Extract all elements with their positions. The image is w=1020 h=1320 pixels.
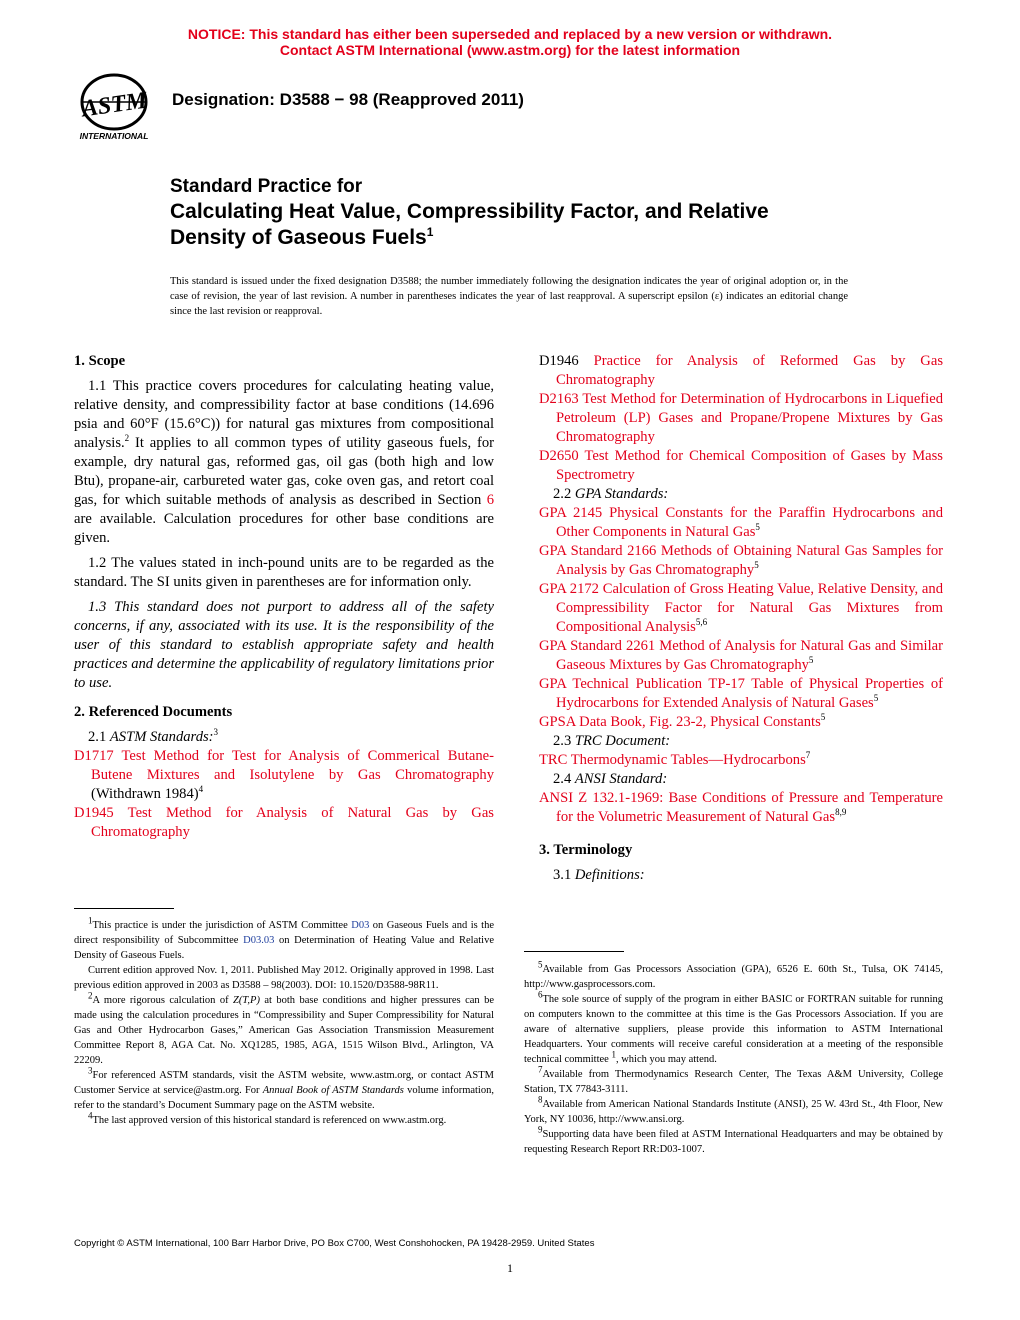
footnote-5 <box>524 959 943 992</box>
subsection-2-3 <box>539 732 943 751</box>
footnote-6-marker: 6 <box>538 989 543 1000</box>
footnote-6-ref-1[interactable]: 1 <box>611 1049 616 1060</box>
ref-ansi-title[interactable]: Base Conditions of Pressure and Temperature for the Volumetric Measurement of Natural Gas <box>556 790 943 825</box>
ref-d1946 <box>539 352 943 390</box>
subsection-2-4-num: 2.4 <box>553 771 575 787</box>
footnote-1 <box>74 915 494 963</box>
designation: Designation: D3588 − 98 (Reapproved 2011) <box>172 90 524 109</box>
footnote-rule-left <box>74 908 174 909</box>
ref-tp17-title[interactable]: Table of Physical Properties of Hydrocarbons for Extended Analysis of Natural Gases <box>556 676 944 711</box>
ref-d2163-title[interactable]: Test Method for Determination of Hydrocarbons in Liquefied Petroleum (LP) Gases and Propane/Propene Mixtures by Gas Chromatography <box>556 391 943 445</box>
footnote-7-marker: 7 <box>538 1064 543 1075</box>
astm-logo <box>72 72 162 144</box>
left-column <box>74 352 494 842</box>
footnote-ref-5[interactable]: 5 <box>873 693 879 704</box>
footnote-1-edition: Current edition approved Nov. 1, 2011. Published May 2012. Originally approved in 1998. Last previous edition approved in 2003 as D3588 – 98(2003). DOI: 10.1520/D3588-98R11. <box>74 965 494 991</box>
footnote-9 <box>524 1124 943 1157</box>
title-line-3-text: Density of Gaseous Fuels <box>170 226 427 249</box>
ref-d1946-title[interactable]: Practice for Analysis of Reformed Gas by Gas Chromatography <box>556 353 943 388</box>
title-line-1: Standard Practice for <box>170 176 363 197</box>
footnote-ref-4[interactable]: 4 <box>198 784 204 795</box>
footnote-5-text: Available from Gas Processors Association (GPA), 6526 E. 60th St., Tulsa, OK 74145, http://www.gasprocessors.com. <box>524 964 943 990</box>
notice-banner <box>0 26 1020 58</box>
ref-ansi <box>539 789 943 827</box>
ref-d2163 <box>539 390 943 447</box>
notice-line-2: Contact ASTM International (www.astm.org) for the latest information <box>279 42 741 58</box>
copyright: Copyright © ASTM International, 100 Barr Harbor Drive, PO Box C700, West Conshohocken, PA 19428-2959. United States <box>74 1238 595 1249</box>
section-1-heading: 1. Scope <box>74 353 126 369</box>
paragraph-1-1 <box>74 377 494 548</box>
ref-d1946-code[interactable]: D1946 <box>539 353 579 369</box>
footnote-ref-5-6[interactable]: 5,6 <box>695 617 708 628</box>
subsection-2-1-title: ASTM Standards: <box>109 729 214 745</box>
footnote-1-text-c: on Determination of Heating Value and Relative Density of Gaseous Fuels. <box>74 935 494 961</box>
subsection-2-3-num: 2.3 <box>553 733 575 749</box>
footnote-4-marker: 4 <box>88 1110 93 1121</box>
section-6-link[interactable]: 6 <box>486 492 494 508</box>
ref-d1945-title[interactable]: Test Method for Analysis of Natural Gas by Gas Chromatography <box>91 805 494 840</box>
ref-gpa2145-title[interactable]: Physical Constants for the Paraffin Hydrocarbons and Other Components in Natural Gas <box>556 505 943 540</box>
ref-tp17 <box>539 675 943 713</box>
right-column <box>539 352 943 885</box>
footnote-4-text: The last approved version of this historical standard is referenced on www.astm.org. <box>92 1115 447 1126</box>
subsection-2-3-title: TRC Document: <box>574 733 671 749</box>
footnote-ref-8-9[interactable]: 8,9 <box>835 807 847 818</box>
ref-gpsa-code[interactable]: GPSA Data Book, Fig. 23-2, <box>539 714 707 730</box>
subsection-2-1-num: 2.1 <box>88 729 110 745</box>
ref-gpa2261 <box>539 637 943 675</box>
ref-tp17-code[interactable]: GPA Technical Publication TP-17 <box>539 676 745 692</box>
footnote-ref-3[interactable]: 3 <box>213 727 219 738</box>
title-line-2: Calculating Heat Value, Compressibility Factor, and Relative <box>170 200 769 223</box>
title-line-3 <box>170 225 870 251</box>
footnote-ref-5[interactable]: 5 <box>808 655 814 666</box>
footnote-7-text: Available from Thermodynamics Research Center, The Texas A&M University, College Station, TX 77843-3111. <box>524 1069 943 1095</box>
footnote-8-text: Available from American National Standards Institute (ANSI), 25 W. 43rd St., 4th Floor, New York, NY 10036, http://www.ansi.org. <box>524 1099 943 1125</box>
section-2-heading: 2. Referenced Documents <box>74 704 233 720</box>
ref-gpa2261-code[interactable]: GPA Standard 2261 <box>539 638 656 654</box>
footnote-2 <box>74 990 494 1068</box>
subsection-2-2-num: 2.2 <box>553 486 575 502</box>
footnote-7 <box>524 1064 943 1097</box>
ref-gpa2172-code[interactable]: GPA 2172 <box>539 581 599 597</box>
ref-gpa2166-title[interactable]: Methods of Obtaining Natural Gas Samples for Analysis by Gas Chromatography <box>556 543 943 578</box>
footnote-8 <box>524 1094 943 1127</box>
subcommittee-d03-03-link[interactable]: D03.03 <box>243 935 275 946</box>
preamble: This standard is issued under the fixed designation D3588; the number immediately following the designation indicates the year of original adoption or, in the case of revision, the year of last revision. A number in parentheses indicates the year of last reapproval. A superscript epsilon (ε) indicates an editorial change since the last revision or reapproval. <box>170 276 848 317</box>
ref-trc <box>539 751 943 770</box>
footnote-1-marker: 1 <box>88 915 93 926</box>
footnote-4 <box>74 1110 494 1128</box>
ref-d2650-code[interactable]: D2650 <box>539 448 579 464</box>
footnote-9-marker: 9 <box>538 1124 543 1135</box>
ref-d2650-title[interactable]: Test Method for Chemical Composition of Gases by Mass Spectrometry <box>556 448 943 483</box>
ref-d1945-code[interactable]: D1945 <box>74 805 114 821</box>
p1-1-text-c: are available. Calculation procedures for other base conditions are given. <box>74 511 494 546</box>
subsection-2-2 <box>539 485 943 504</box>
ref-d1717 <box>74 747 494 804</box>
ref-d1717-note: (Withdrawn 1984) <box>91 786 199 802</box>
committee-d03-link[interactable]: D03 <box>351 920 370 931</box>
footnote-2-text-b: at both base conditions and higher pressures can be made using the calculation procedures in “Compressibility and Super Compressibility for Natural Gas and Other Hydrocarbon Gases,” American Gas Association Transmission Measurement Committee Report 8, AGA Cat. No. XQ1285, 1985, AGA, 1515 Wilson Blvd., Arlington, VA 22209. <box>74 995 494 1066</box>
ref-d1717-code[interactable]: D1717 <box>74 748 114 764</box>
footnote-2-marker: 2 <box>88 990 93 1001</box>
footnote-ref-5[interactable]: 5 <box>820 712 826 723</box>
ref-gpa2172-title[interactable]: Calculation of Gross Heating Value, Relative Density, and Compressibility Factor for Natural Gas Mixtures from Compositional Analysis <box>556 581 944 635</box>
subsection-2-1 <box>74 728 494 747</box>
footnote-2-text-a: A more rigorous calculation of <box>92 995 234 1006</box>
footnote-1-text-a: This practice is under the jurisdiction of ASTM Committee <box>92 920 352 931</box>
logo-word: INTERNATIONAL <box>79 131 149 141</box>
notice-line-1: NOTICE: This standard has either been superseded and replaced by a new version or withdrawn. <box>187 26 833 42</box>
footnote-3-text-a: For referenced ASTM standards, visit the ASTM website, www.astm.org, or contact ASTM Customer Service at service@astm.org. For <box>74 1070 494 1096</box>
title-footnote-ref[interactable]: 1 <box>426 225 434 239</box>
footnote-1-text-b: on Gaseous Fuels and is the direct responsibility of Subcommittee <box>74 920 494 946</box>
paragraph-1-2: 1.2 The values stated in inch-pound units are to be regarded as the standard. The SI units given in parentheses are for information only. <box>74 555 494 590</box>
subsection-2-4-title: ANSI Standard: <box>574 771 668 787</box>
ref-gpa2145 <box>539 504 943 542</box>
subsection-2-2-title: GPA Standards: <box>574 486 669 502</box>
footnote-3-italic: Annual Book of ASTM Standards <box>262 1085 404 1096</box>
subsection-2-4 <box>539 770 943 789</box>
subsection-3-1-num: 3.1 <box>553 867 575 883</box>
p1-1-text-b: It applies to all common types of utility gaseous fuels, for example, dry natural gas, reformed gas, oil gas (both high and low Btu), propane-air, carbureted water gas, coke oven gas, and retort coal gas, for which suitable methods of analysis as described in Section <box>74 435 494 508</box>
footnote-rule-right <box>524 951 624 952</box>
footnotes-right <box>524 959 943 1157</box>
footnote-3-marker: 3 <box>88 1065 93 1076</box>
ref-gpa2166-code[interactable]: GPA Standard 2166 <box>539 543 657 559</box>
footnote-3 <box>74 1065 494 1113</box>
ref-gpa2145-code[interactable]: GPA 2145 <box>539 505 603 521</box>
ref-d2163-code[interactable]: D2163 <box>539 391 579 407</box>
footnote-6-text-a: The sole source of supply of the program in either BASIC or FORTRAN suitable for running on computers known to the committee at this time is the Gas Processors Association. If you are aware of alternative suppliers, please provide this information to ASTM International Headquarters. Your comments will receive careful consideration at a meeting of the responsible technical committee <box>524 994 943 1065</box>
footnote-8-marker: 8 <box>538 1094 543 1105</box>
footnote-ref-5[interactable]: 5 <box>754 560 759 571</box>
footnotes-left <box>74 915 494 1128</box>
footnote-3-text-b: volume information, refer to the standard’s Document Summary page on the ASTM website. <box>74 1085 494 1111</box>
footnote-9-text: Supporting data have been filed at ASTM International Headquarters and may be obtained by requesting Research Report RR:D03-1007. <box>524 1129 943 1155</box>
document-title <box>170 175 870 251</box>
subsection-3-1 <box>539 866 943 885</box>
logo-letters: ASTM <box>80 87 149 123</box>
ref-ansi-code[interactable]: ANSI Z 132.1-1969: <box>539 790 664 806</box>
ref-gpa2172 <box>539 580 943 637</box>
p1-1-text-a: 1.1 This practice covers procedures for calculating heating value, relative density, and compressibility factor at base conditions (14.696 psia and 60°F (15.6°C)) for natural gas mixtures from compositional analysis. <box>74 378 494 451</box>
section-3-heading: 3. Terminology <box>539 842 633 858</box>
ref-gpa2166 <box>539 542 943 580</box>
ref-gpa2261-title[interactable]: Method of Analysis for Natural Gas and Similar Gaseous Mixtures by Gas Chromatography <box>556 638 943 673</box>
ref-d1945 <box>74 804 494 842</box>
ref-trc-code[interactable]: TRC Thermodynamic Tables—Hydrocarbons <box>539 752 806 768</box>
ref-gpsa-title[interactable]: Physical Constants <box>706 714 821 730</box>
footnote-ref-7[interactable]: 7 <box>805 750 811 761</box>
footnote-6-text-b: , which you may attend. <box>615 1054 717 1065</box>
ref-d2650 <box>539 447 943 485</box>
ref-gpsa <box>539 713 943 732</box>
footnote-ref-5[interactable]: 5 <box>755 522 760 533</box>
footnote-2-math: Z(T,P) <box>233 995 260 1006</box>
paragraph-1-3: 1.3 This standard does not purport to address all of the safety concerns, if any, associated with its use. It is the responsibility of the user of this standard to establish appropriate safety and health practices and determine the applicability of regulatory limitations prior to use. <box>74 599 494 691</box>
page-number: 1 <box>507 1261 513 1275</box>
footnote-5-marker: 5 <box>538 959 543 970</box>
subsection-3-1-title: Definitions: <box>574 867 645 883</box>
footnote-ref-2[interactable]: 2 <box>124 433 130 444</box>
footnote-6 <box>524 989 943 1067</box>
ref-d1717-title[interactable]: Test Method for Test for Analysis of Commerical Butane-Butene Mixtures and Isolutylene by Gas Chromatography <box>91 748 494 783</box>
